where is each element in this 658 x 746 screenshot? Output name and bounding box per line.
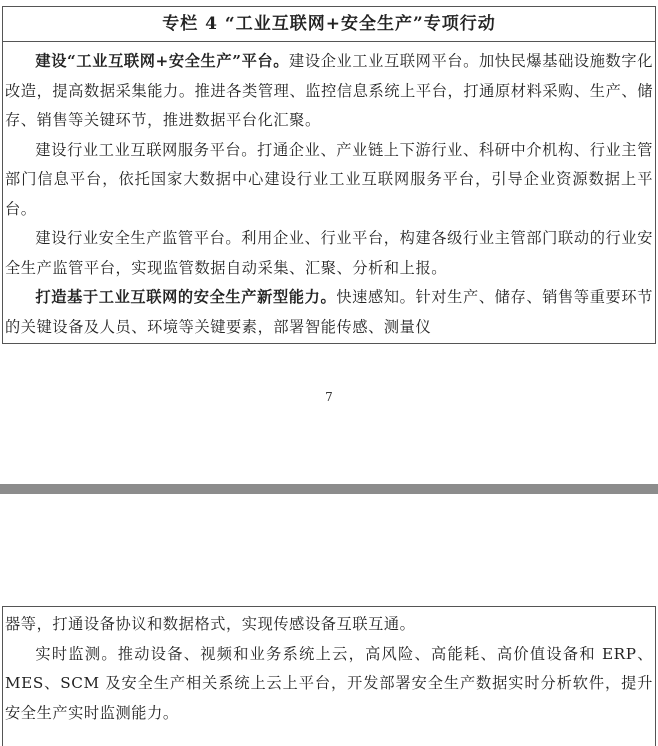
paragraph-platform xyxy=(5,47,653,136)
paragraph-text: 建设行业工业互联网服务平台。打通企业、产业链上下游行业、科研中介机构、行业主管部门信息平台，依托国家大数据中心建设行业工业互联网服务平台，引导企业资源数据上平台。 xyxy=(5,140,653,218)
paragraph-supervision-platform xyxy=(5,224,653,283)
page-number: 7 xyxy=(325,390,333,404)
feature-box xyxy=(2,6,656,344)
paragraph-heading: 建设“工业互联网+安全生产”平台。 xyxy=(35,52,290,70)
paragraph-heading: 打造基于工业互联网的安全生产新型能力。 xyxy=(35,288,337,306)
paragraph-monitoring: 实时监测。推动设备、视频和业务系统上云，高风险、高能耗、高价值设备和 ERP、MES、SCM 及安全生产相关系统上云上平台，开发部署安全生产数据实时分析软件，提升安全生产实时监测能力。 xyxy=(5,644,653,722)
paragraph-continued: 器等，打通设备协议和数据格式，实现传感设备互联互通。 xyxy=(5,615,416,633)
page-bottom xyxy=(0,494,658,727)
paragraph-service-platform xyxy=(5,136,653,225)
paragraph-text: 建设行业安全生产监管平台。利用企业、行业平台，构建各级行业主管部门联动的行业安全生产监管平台，实现监管数据自动采集、汇聚、分析和上报。 xyxy=(5,229,653,277)
feature-box-continued xyxy=(2,606,656,746)
paragraph-text: 快速感知。针对生产、储存、销售等重要环节的关键设备及人员、环境等关键要素，部署智能传感、测量仪 xyxy=(5,288,654,336)
box-body xyxy=(3,42,655,342)
paragraph-text: 建设企业工业互联网平台。加快民爆基础设施数字化改造，提高数据采集能力。推进各类管理、监控信息系统上平台，打通原材料采购、生产、储存、销售等关键环节，推进数据平台化汇聚。 xyxy=(5,52,653,129)
page-separator xyxy=(0,484,658,494)
paragraph-capability xyxy=(5,283,653,342)
box-title: 专栏 4 “工业互联网+安全生产”专项行动 xyxy=(3,7,655,42)
